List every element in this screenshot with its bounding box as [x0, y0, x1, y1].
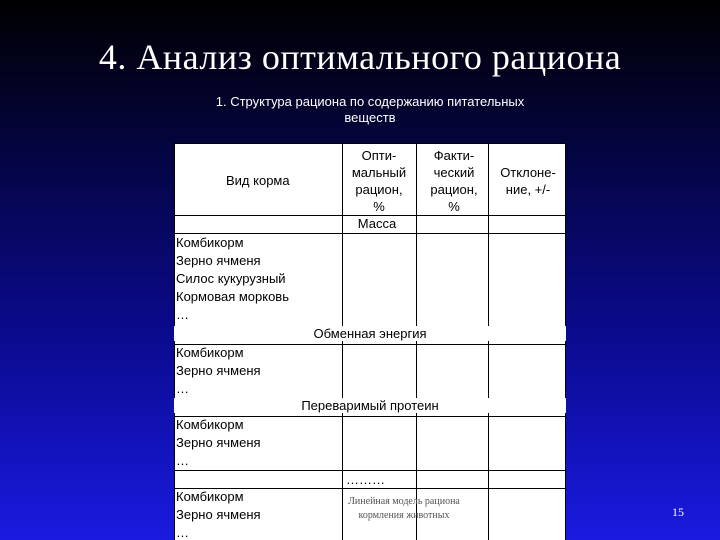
header-actual-l2: ческий	[433, 165, 475, 180]
table-row: …	[176, 453, 189, 468]
slide-subtitle	[180, 94, 560, 126]
ration-table	[174, 143, 566, 540]
header-actual-l4: %	[448, 199, 460, 214]
table-row: …	[176, 381, 189, 396]
table-row: Зерно ячменя	[176, 363, 261, 378]
header-optimal-l4: %	[373, 199, 385, 214]
group-energy-rows	[176, 344, 261, 398]
header-deviation-l2: ние, +/-	[505, 182, 551, 197]
subtitle-line-1: 1. Структура рациона по содержанию питательных	[215, 94, 525, 109]
footer-line-2: кормления животных	[358, 510, 450, 521]
group-protein-rows	[176, 416, 261, 470]
table-row: Силос кукурузный	[176, 271, 286, 286]
header-optimal-l1: Опти-	[361, 148, 397, 163]
table-row: …	[176, 525, 189, 540]
section-protein: Переваримый протеин	[174, 398, 566, 413]
group-mass-rows	[176, 234, 289, 324]
header-actual-l1: Факти-	[433, 148, 475, 163]
table-row: Комбикорм	[176, 345, 244, 360]
table-row: Зерно ячменя	[176, 253, 261, 268]
slide-title: 4. Анализ оптимального рациона	[98, 37, 622, 77]
table-row: …	[176, 307, 189, 322]
footer-note	[314, 495, 494, 523]
header-optimal	[342, 147, 416, 215]
table-row: Комбикорм	[176, 235, 244, 250]
page-number: 15	[672, 505, 684, 519]
section-energy: Обменная энергия	[174, 326, 566, 341]
table-row: Кормовая морковь	[176, 289, 289, 304]
table-row: Зерно ячменя	[176, 435, 261, 450]
header-actual-l3: рацион,	[430, 182, 478, 197]
header-deviation	[490, 164, 566, 198]
header-optimal-l2: мальный	[351, 165, 407, 180]
header-deviation-l1: Отклоне-	[500, 165, 556, 180]
table-row: Зерно ячменя	[176, 507, 261, 522]
section-dots: ………	[346, 472, 385, 487]
section-mass: Масса	[357, 216, 397, 231]
table-row: Комбикорм	[176, 417, 244, 432]
table-row: Комбикорм	[176, 489, 244, 504]
header-kind: Вид корма	[226, 173, 290, 188]
group-last-rows	[176, 488, 261, 540]
header-actual	[418, 147, 490, 215]
header-optimal-l3: рацион,	[355, 182, 403, 197]
subtitle-line-2: веществ	[344, 110, 396, 125]
footer-line-1: Линейная модель рациона	[348, 496, 460, 507]
